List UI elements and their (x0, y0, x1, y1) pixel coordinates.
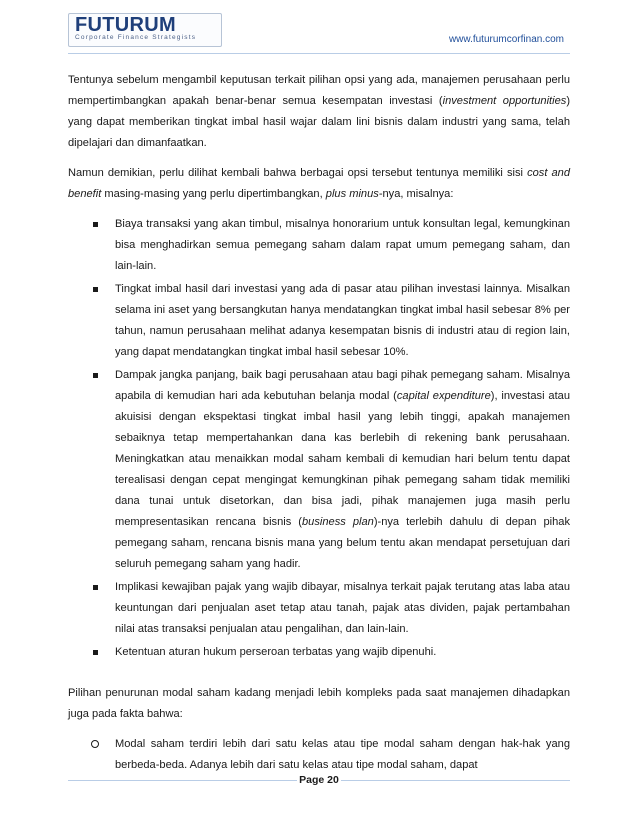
square-bullet-icon (93, 222, 98, 227)
text-run: Tentunya sebelum mengambil keputusan terkait pilihan opsi yang ada, manajemen perusahaan perlu mempertimbangkan apakah benar-benar semua kesempatan investasi ( (68, 74, 570, 107)
page-number-label: Page 20 (299, 774, 339, 786)
square-bullet-icon (93, 373, 98, 378)
square-bullet-icon (93, 650, 98, 655)
italic-term: cost and benefit (68, 167, 570, 200)
logo-wordmark: FUTURUM (75, 14, 176, 36)
paragraph-complexity: Pilihan penurunan modal saham kadang menjadi lebih kompleks pada saat manajemen dihadapkan juga pada fakta bahwa: (68, 687, 570, 720)
text-run: Dampak jangka panjang, baik bagi perusahaan atau bagi pihak pemegang saham. Misalnya apabila di kemudian hari ada kebutuhan belanja modal ( (115, 369, 570, 402)
list-item (68, 214, 570, 277)
list-item (68, 734, 570, 776)
italic-term: business plan (302, 516, 374, 528)
square-bullet-icon (93, 287, 98, 292)
paragraph-intro (68, 70, 570, 154)
consideration-list (68, 214, 570, 663)
text-run: ) yang dapat memberikan tingkat imbal hasil wajar dalam lini bisnis dalam industri yang sama, telah dipelajari dan dimanfaatkan. (68, 95, 571, 149)
list-item (68, 279, 570, 363)
text-run: ), investasi atau akuisisi dengan ekspektasi tingkat imbal hasil yang lebih tinggi, apakah manajemen sebaiknya tetap mempertahankan dana kas berlebih di rekening bank perusahaan. Meningkatkan atau menaikkan modal saham kembali di kemudian hari belum tentu dapat terealisasi dengan cepat mengingat kemungkinan pihak pemegang saham tidak memiliki dana tunai untuk disetorkan, dan bisa jadi, pihak manajemen juga masih perlu mempresentasikan rencana bisnis ( (115, 390, 570, 528)
futurum-logo (68, 13, 222, 47)
list-item (68, 577, 570, 640)
header-divider (68, 53, 570, 54)
text-run: masing-masing yang perlu dipertimbangkan, (101, 188, 326, 200)
list-item-text: Ketentuan aturan hukum perseroan terbatas yang wajib dipenuhi. (115, 646, 437, 658)
spacer (68, 663, 570, 683)
list-item-text: Tingkat imbal hasil dari investasi yang ada di pasar atau pilihan investasi lainnya. Misalkan selama ini aset yang bersangkutan hanya mendatangkan tingkat imbal hasil sebesar 8% per tahun, namun perusahaan melihat adanya kesempatan bisnis di industri atau di region lain, yang dapat mendatangkan tingkat imbal hasil sebesar 10%. (115, 283, 570, 358)
website-url-link[interactable]: www.futurumcorfinan.com (448, 34, 564, 45)
italic-term: investment opportunities (442, 95, 567, 107)
square-bullet-icon (93, 585, 98, 590)
page-body (68, 70, 570, 776)
list-item-text: Implikasi kewajiban pajak yang wajib dibayar, misalnya terkait pajak terutang atas laba atau keuntungan dari penjualan aset tetap atau tanah, pajak atas dividen, pajak pertambahan nilai atas transaksi penjualan atau pengalihan, dan lain-lain. (115, 581, 570, 635)
text-run: Namun demikian, perlu dilihat kembali bahwa berbagai opsi tersebut tentunya memiliki sisi (68, 167, 528, 179)
list-item (68, 365, 570, 575)
text-run: -nya, misalnya: (378, 188, 454, 200)
italic-term: plus minus (325, 188, 379, 200)
paragraph-cost-benefit (68, 163, 570, 205)
circle-bullet-icon (91, 740, 99, 748)
italic-term: capital expenditure (396, 390, 491, 402)
logo-tagline: Corporate Finance Strategists (75, 34, 197, 41)
fact-list (68, 734, 570, 776)
list-item-text: Modal saham terdiri lebih dari satu kelas atau tipe modal saham dengan hak-hak yang berbeda-beda. Adanya lebih dari satu kelas atau tipe modal saham, dapat (115, 738, 570, 771)
list-item-text: Biaya transaksi yang akan timbul, misalnya honorarium untuk konsultan legal, kemungkinan bisa menghadirkan semua pemegang saham dalam rapat umum pemegang saham, dan lain-lain. (115, 218, 570, 272)
list-item (68, 642, 570, 663)
page-number (0, 773, 638, 787)
text-run: )-nya terlebih dahulu di depan pihak pemegang saham, rencana bisnis mana yang belum tentu akan mendapat persetujuan dari seluruh pemegang saham yang hadir. (115, 516, 571, 570)
